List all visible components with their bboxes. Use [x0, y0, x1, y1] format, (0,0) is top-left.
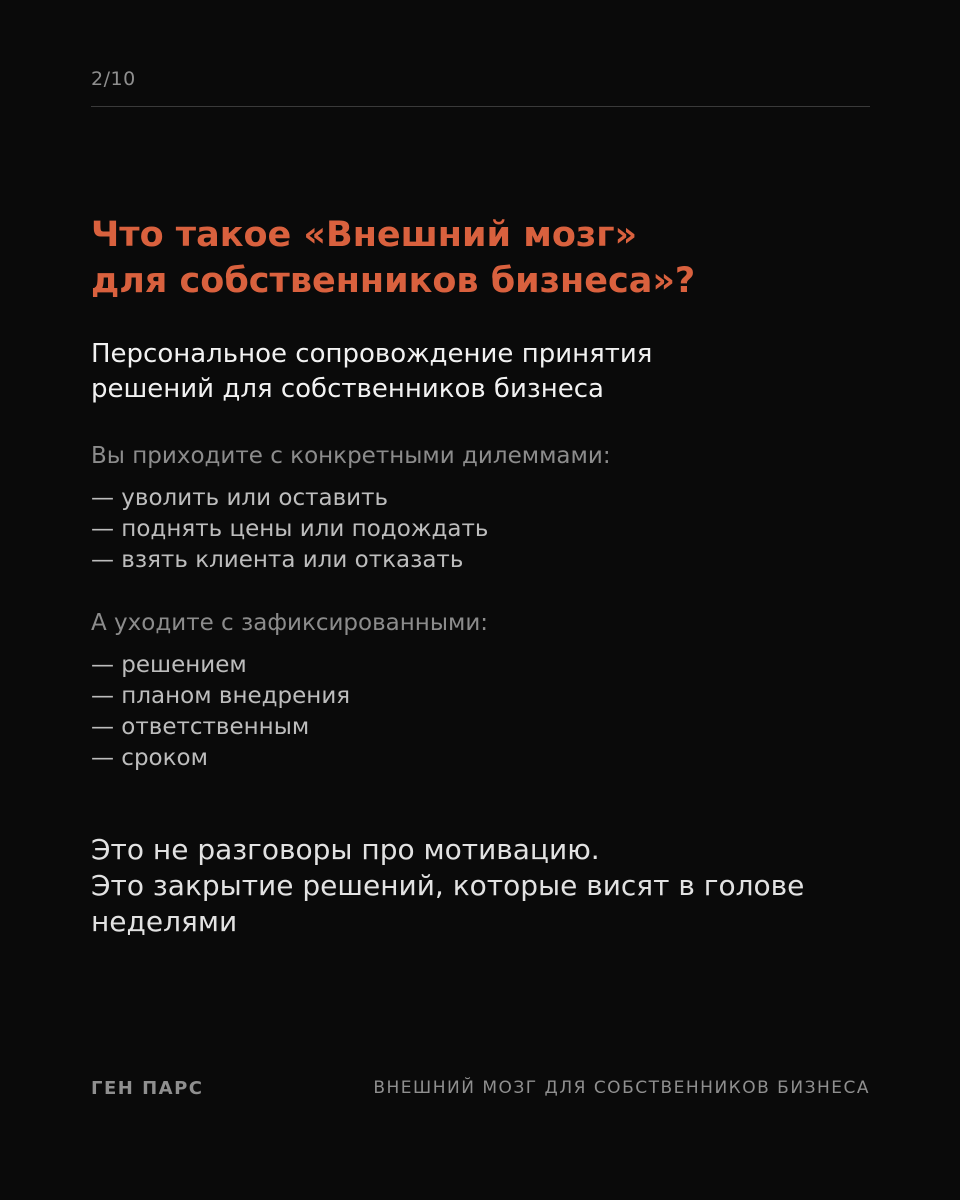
slide-counter: 2/10 [91, 68, 136, 90]
list-item: — решением [91, 652, 247, 678]
list-item: — сроком [91, 745, 208, 771]
page-title-line-2: для собственников бизнеса»? [91, 261, 696, 301]
closing-statement [91, 832, 870, 940]
outcomes-intro: А уходите с зафиксированными: [91, 610, 489, 636]
top-divider [91, 106, 870, 107]
subtitle [91, 337, 870, 407]
statement-line-2: Это закрытие решений, которые висят в голове [91, 869, 805, 902]
outcomes-list [91, 650, 350, 774]
footer-author: ГЕН ПАРС [91, 1078, 204, 1099]
list-item: — поднять цены или подождать [91, 516, 489, 542]
statement-line-3: неделями [91, 905, 238, 938]
list-item: — взять клиента или отказать [91, 547, 464, 573]
list-item: — планом внедрения [91, 683, 351, 709]
list-item: — уволить или оставить [91, 485, 389, 511]
subtitle-line-2: решений для собственников бизнеса [91, 374, 604, 404]
list-item: — ответственным [91, 714, 310, 740]
subtitle-line-1: Персональное сопровождение принятия [91, 339, 653, 369]
statement-line-1: Это не разговоры про мотивацию. [91, 833, 600, 866]
page-title-line-1: Что такое «Внешний мозг» [91, 215, 638, 255]
footer-tagline: ВНЕШНИЙ МОЗГ ДЛЯ СОБСТВЕННИКОВ БИЗНЕСА [373, 1078, 870, 1098]
dilemmas-intro: Вы приходите с конкретными дилеммами: [91, 443, 611, 469]
page-title [91, 212, 870, 304]
dilemmas-list [91, 483, 488, 576]
slide [91, 0, 870, 1200]
